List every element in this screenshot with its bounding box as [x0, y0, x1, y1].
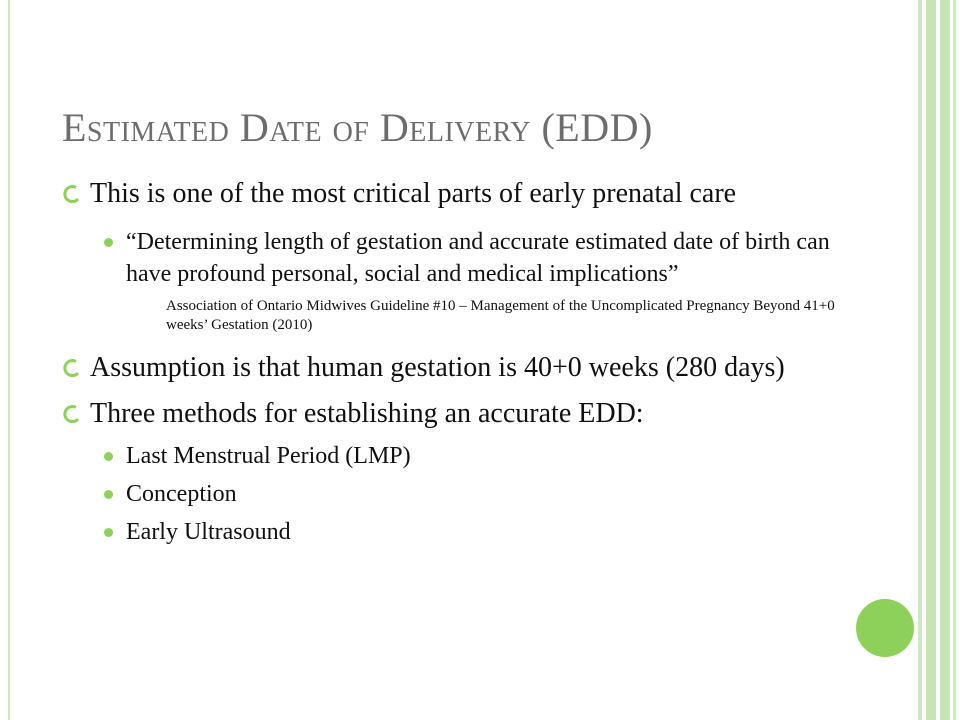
- bullet-dot-icon: [104, 238, 113, 247]
- bullet-level2: [60, 440, 860, 472]
- bullet-text: This is one of the most critical parts of early prenatal care: [90, 178, 737, 209]
- bullet-level2: [60, 226, 860, 290]
- method-text: Early Ultrasound: [126, 519, 291, 545]
- bullet-level1: [60, 396, 860, 432]
- method-text: Conception: [126, 481, 237, 507]
- frame-left-line: [8, 0, 10, 720]
- bullet-level1: [60, 350, 860, 386]
- quote-text: “Determining length of gestation and accurate estimated date of birth can have profound personal, social and medical implications”: [126, 229, 830, 287]
- bullet-icon: [60, 180, 88, 208]
- bullet-level1: [60, 176, 860, 212]
- bullet-level2: [60, 478, 860, 510]
- slide-title: Estimated Date of Delivery (EDD): [62, 105, 653, 150]
- frame-right-stripe: [918, 0, 922, 720]
- decorative-circle: [856, 599, 914, 657]
- slide-body: [60, 176, 860, 548]
- citation-text: Association of Ontario Midwives Guideline #10 – Management of the Uncomplicated Pregnancy Beyond 41+0 weeks’ Gestation (2010): [166, 298, 835, 333]
- bullet-dot-icon: [104, 528, 113, 537]
- frame-right-stripe: [953, 0, 956, 720]
- bullet-text: Three methods for establishing an accurate EDD:: [90, 398, 644, 429]
- bullet-icon: [60, 400, 88, 428]
- bullet-text: Assumption is that human gestation is 40+0 weeks (280 days): [90, 352, 785, 383]
- bullet-level2: [60, 516, 860, 548]
- method-text: Last Menstrual Period (LMP): [126, 443, 411, 469]
- frame-right-stripe: [926, 0, 936, 720]
- bullet-dot-icon: [104, 490, 113, 499]
- frame-right-stripe: [940, 0, 950, 720]
- bullet-dot-icon: [104, 452, 113, 461]
- bullet-icon: [60, 354, 88, 382]
